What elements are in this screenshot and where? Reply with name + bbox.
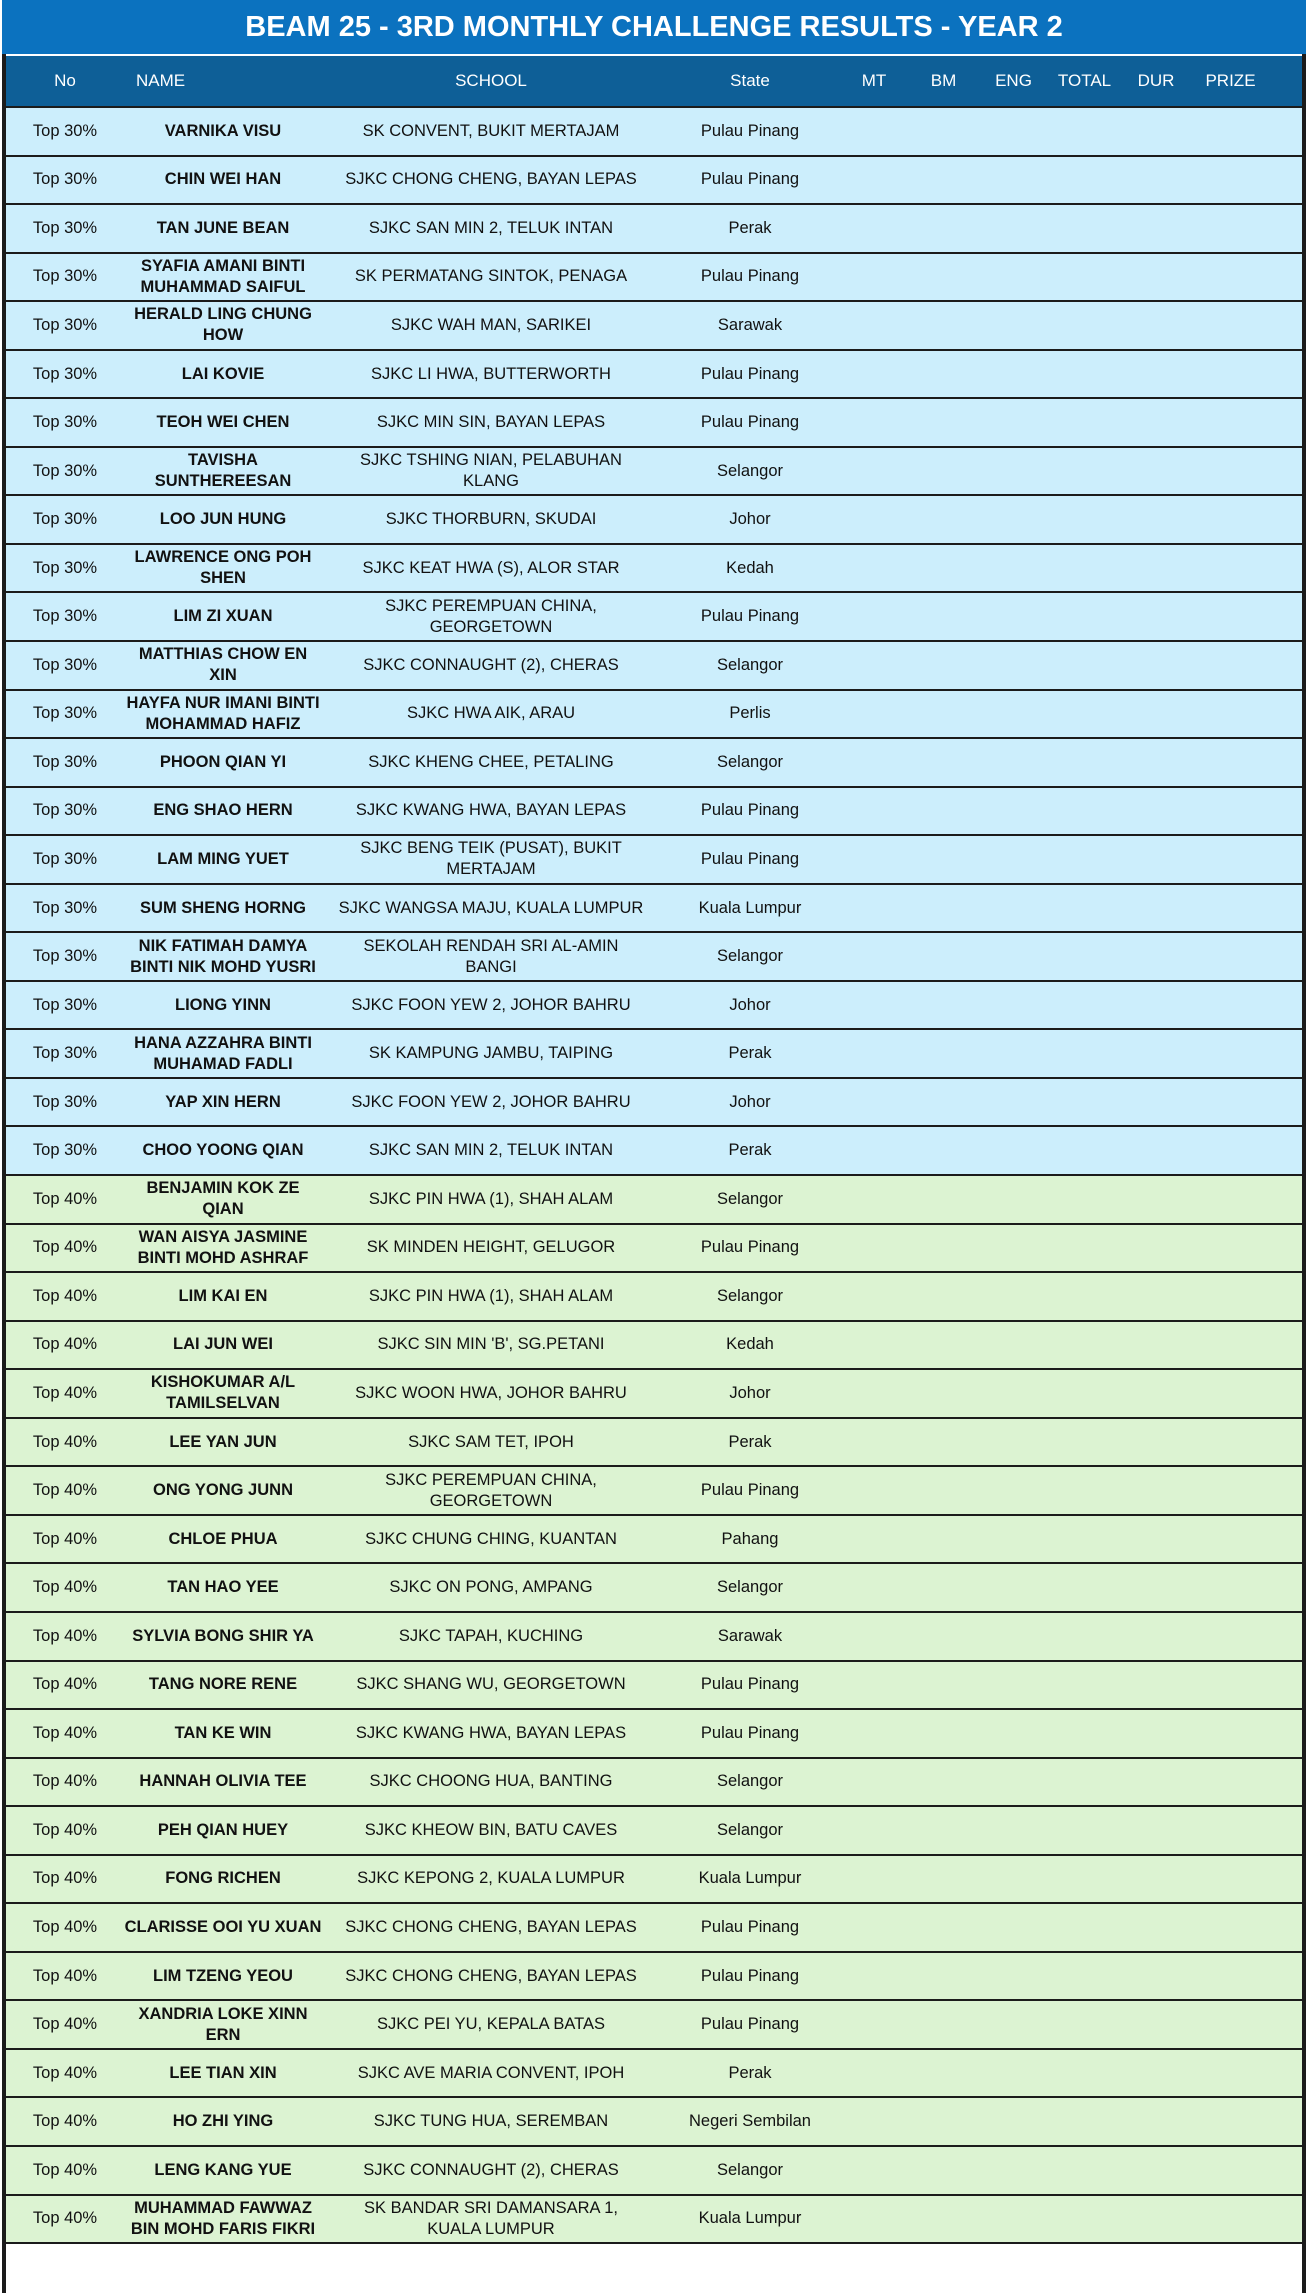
rank-cell: Top 40% xyxy=(32,2112,98,2131)
rank-cell: Top 30% xyxy=(32,801,98,820)
school-cell: SJKC PEREMPUAN CHINA, GEORGETOWN xyxy=(385,596,597,636)
school-cell: SJKC CHOONG HUA, BANTING xyxy=(369,1772,613,1791)
name-cell: LIM TZENG YEOU xyxy=(153,1966,293,1985)
name-cell: LENG KANG YUE xyxy=(154,2160,292,2179)
name-cell: ENG SHAO HERN xyxy=(153,801,293,820)
rank-cell: Top 30% xyxy=(32,849,98,868)
school-cell: SJKC PEI YU, KEPALA BATAS xyxy=(376,2015,606,2034)
name-cell: TANG NORE RENE xyxy=(148,1675,298,1694)
school-cell: SJKC AVE MARIA CONVENT, IPOH xyxy=(357,2063,625,2082)
rank-cell: Top 30% xyxy=(32,315,98,334)
table-row xyxy=(6,593,1302,642)
school-cell: SJKC HWA AIK, ARAU xyxy=(406,704,576,723)
school-cell: SJKC KHEOW BIN, BATU CAVES xyxy=(364,1820,618,1839)
school-cell: SJKC MIN SIN, BAYAN LEPAS xyxy=(376,413,606,432)
state-cell: Pulau Pinang xyxy=(700,1918,800,1936)
state-cell: Johor xyxy=(729,510,771,529)
name-cell: HAYFA NUR IMANI BINTI MOHAMMAD HAFIZ xyxy=(126,693,320,733)
state-cell: Selangor xyxy=(716,2160,784,2179)
name-cell: MUHAMMAD FAWWAZ BIN MOHD FARIS FIKRI xyxy=(130,2198,316,2238)
state-cell: Kedah xyxy=(726,558,774,577)
table-row xyxy=(6,1079,1302,1128)
school-cell: SJKC CHONG CHENG, BAYAN LEPAS xyxy=(345,1918,637,1936)
name-cell: HANNAH OLIVIA TEE xyxy=(139,1772,307,1791)
school-cell: SJKC WOON HWA, JOHOR BAHRU xyxy=(355,1383,627,1402)
rank-cell: Top 40% xyxy=(32,1335,98,1354)
name-cell: TAN KE WIN xyxy=(174,1723,272,1742)
school-cell: SJKC CONNAUGHT (2), CHERAS xyxy=(363,655,619,674)
name-cell: LAI JUN WEI xyxy=(173,1335,273,1354)
name-cell: LEE YAN JUN xyxy=(169,1432,277,1451)
name-cell: HANA AZZAHRA BINTI MUHAMAD FADLI xyxy=(134,1033,312,1073)
rank-cell: Top 30% xyxy=(32,655,98,674)
state-cell: Pulau Pinang xyxy=(700,1723,800,1742)
name-cell: YAP XIN HERN xyxy=(165,1092,281,1111)
school-cell: SJKC KEAT HWA (S), ALOR STAR xyxy=(362,558,620,577)
table-row xyxy=(6,1904,1302,1953)
name-cell: LIONG YINN xyxy=(175,995,271,1014)
state-cell: Pulau Pinang xyxy=(700,849,800,868)
table-right-border xyxy=(1302,54,1306,2293)
state-cell: Selangor xyxy=(716,1286,784,1305)
table-row xyxy=(6,448,1302,497)
table-row xyxy=(6,157,1302,206)
rank-cell: Top 40% xyxy=(32,1481,98,1500)
table-row xyxy=(6,1419,1302,1468)
table-row xyxy=(6,1564,1302,1613)
col-header-total: TOTAL xyxy=(1057,71,1112,90)
state-cell: Johor xyxy=(729,1092,771,1111)
state-cell: Selangor xyxy=(716,752,784,771)
name-cell: HO ZHI YING xyxy=(172,2112,274,2131)
school-cell: SJKC TSHING NIAN, PELABUHAN KLANG xyxy=(360,451,622,491)
school-cell: SJKC PEREMPUAN CHINA, GEORGETOWN xyxy=(385,1470,597,1510)
state-cell: Pulau Pinang xyxy=(700,1675,800,1694)
state-cell: Perak xyxy=(728,2063,772,2082)
table-row xyxy=(6,1759,1302,1808)
col-header-eng: ENG xyxy=(995,71,1032,90)
state-cell: Sarawak xyxy=(717,315,783,334)
rank-cell: Top 30% xyxy=(32,947,98,966)
results-sheet xyxy=(2,0,1306,2244)
table-row xyxy=(6,933,1302,982)
table-row xyxy=(6,399,1302,448)
rank-cell: Top 40% xyxy=(32,2063,98,2082)
school-cell: SJKC FOON YEW 2, JOHOR BAHRU xyxy=(351,995,631,1014)
table-row xyxy=(6,1030,1302,1079)
state-cell: Kuala Lumpur xyxy=(698,898,802,917)
name-cell: PEH QIAN HUEY xyxy=(157,1820,289,1839)
state-cell: Perak xyxy=(728,1432,772,1451)
state-cell: Selangor xyxy=(716,1578,784,1597)
rank-cell: Top 40% xyxy=(32,1432,98,1451)
name-cell: XANDRIA LOKE XINN ERN xyxy=(138,2004,308,2044)
rank-cell: Top 40% xyxy=(32,1675,98,1694)
name-cell: MATTHIAS CHOW EN XIN xyxy=(138,645,308,685)
col-header-name: NAME xyxy=(136,71,186,90)
table-left-border xyxy=(2,54,6,2293)
state-cell: Pulau Pinang xyxy=(700,267,800,286)
table-row xyxy=(6,1710,1302,1759)
table-row xyxy=(6,739,1302,788)
school-cell: SJKC TUNG HUA, SEREMBAN xyxy=(373,2112,609,2131)
col-header-dur: DUR xyxy=(1137,71,1175,90)
table-row xyxy=(6,1807,1302,1856)
state-cell: Kuala Lumpur xyxy=(698,2209,802,2228)
table-row xyxy=(6,2098,1302,2147)
table-row xyxy=(6,302,1302,351)
col-header-no: No xyxy=(54,71,76,90)
name-cell: FONG RICHEN xyxy=(165,1869,281,1888)
state-cell: Johor xyxy=(729,995,771,1014)
rank-cell: Top 40% xyxy=(32,1238,98,1257)
name-cell: LOO JUN HUNG xyxy=(159,510,287,529)
school-cell: SK MINDEN HEIGHT, GELUGOR xyxy=(366,1238,616,1257)
table-row xyxy=(6,691,1302,740)
table-row xyxy=(6,1613,1302,1662)
state-cell: Pulau Pinang xyxy=(700,121,800,140)
school-cell: SJKC BENG TEIK (PUSAT), BUKIT MERTAJAM xyxy=(360,839,622,879)
school-cell: SK KAMPUNG JAMBU, TAIPING xyxy=(368,1044,614,1063)
state-cell: Pulau Pinang xyxy=(700,607,800,626)
rank-cell: Top 40% xyxy=(32,1578,98,1597)
state-cell: Selangor xyxy=(716,1820,784,1839)
name-cell: TAVISHA SUNTHEREESAN xyxy=(154,451,292,491)
table-row xyxy=(6,351,1302,400)
name-cell: ONG YONG JUNN xyxy=(153,1481,293,1500)
name-cell: LIM ZI XUAN xyxy=(173,607,273,626)
rank-cell: Top 40% xyxy=(32,1626,98,1645)
school-cell: SJKC TAPAH, KUCHING xyxy=(398,1626,584,1645)
rank-cell: Top 40% xyxy=(32,1918,98,1936)
rank-cell: Top 40% xyxy=(32,1189,98,1208)
table-row xyxy=(6,1953,1302,2002)
school-cell: SJKC SAN MIN 2, TELUK INTAN xyxy=(368,218,614,237)
state-cell: Selangor xyxy=(716,1189,784,1208)
rank-cell: Top 30% xyxy=(32,898,98,917)
rank-cell: Top 40% xyxy=(32,1723,98,1742)
name-cell: LIM KAI EN xyxy=(178,1286,268,1305)
school-cell: SJKC WAH MAN, SARIKEI xyxy=(390,315,592,334)
school-cell: SJKC SAM TET, IPOH xyxy=(408,1432,574,1451)
rank-cell: Top 40% xyxy=(32,1966,98,1985)
table-row xyxy=(6,982,1302,1031)
rank-cell: Top 30% xyxy=(32,267,98,286)
state-cell: Selangor xyxy=(716,461,784,480)
school-cell: SJKC KWANG HWA, BAYAN LEPAS xyxy=(355,1723,627,1742)
state-cell: Pulau Pinang xyxy=(700,801,800,820)
school-cell: SEKOLAH RENDAH SRI AL-AMIN BANGI xyxy=(363,936,619,976)
table-row xyxy=(6,205,1302,254)
rank-cell: Top 30% xyxy=(32,364,98,383)
table-row xyxy=(6,1662,1302,1711)
state-cell: Kedah xyxy=(726,1335,774,1354)
table-row xyxy=(6,2147,1302,2196)
name-cell: WAN AISYA JASMINE BINTI MOHD ASHRAF xyxy=(137,1227,309,1267)
state-cell: Perak xyxy=(728,1044,772,1063)
state-cell: Pahang xyxy=(721,1529,779,1548)
table-row xyxy=(6,1127,1302,1176)
table-row xyxy=(6,2050,1302,2099)
school-cell: SK BANDAR SRI DAMANSARA 1, KUALA LUMPUR xyxy=(364,2198,618,2238)
name-cell: PHOON QIAN YI xyxy=(159,752,287,771)
school-cell: SJKC KWANG HWA, BAYAN LEPAS xyxy=(355,801,627,820)
name-cell: CHIN WEI HAN xyxy=(164,170,282,189)
name-cell: NIK FATIMAH DAMYA BINTI NIK MOHD YUSRI xyxy=(130,936,316,976)
state-cell: Sarawak xyxy=(717,1626,783,1645)
state-cell: Perak xyxy=(728,1141,772,1160)
rank-cell: Top 40% xyxy=(32,2160,98,2179)
table-row xyxy=(6,254,1302,303)
school-cell: SJKC WANGSA MAJU, KUALA LUMPUR xyxy=(338,898,644,917)
school-cell: SJKC SIN MIN 'B', SG.PETANI xyxy=(377,1335,605,1354)
school-cell: SJKC THORBURN, SKUDAI xyxy=(385,510,597,529)
rank-cell: Top 40% xyxy=(32,2209,98,2228)
table-row xyxy=(6,1322,1302,1371)
rank-cell: Top 30% xyxy=(32,1092,98,1111)
school-cell: SJKC CHONG CHENG, BAYAN LEPAS xyxy=(345,170,637,189)
school-cell: SJKC LI HWA, BUTTERWORTH xyxy=(371,364,611,383)
school-cell: SJKC KEPONG 2, KUALA LUMPUR xyxy=(357,1869,625,1888)
state-cell: Pulau Pinang xyxy=(700,2015,800,2034)
name-cell: LAWRENCE ONG POH SHEN xyxy=(134,548,312,588)
school-cell: SJKC KHENG CHEE, PETALING xyxy=(368,752,614,771)
table-row xyxy=(6,1370,1302,1419)
table-row xyxy=(6,885,1302,934)
table-row xyxy=(6,1856,1302,1905)
table-row xyxy=(6,545,1302,594)
name-cell: HERALD LING CHUNG HOW xyxy=(134,305,312,345)
table-row xyxy=(6,108,1302,157)
table-row xyxy=(6,2196,1302,2245)
rank-cell: Top 40% xyxy=(32,1869,98,1888)
rank-cell: Top 40% xyxy=(32,1383,98,1402)
rank-cell: Top 30% xyxy=(32,704,98,723)
table-row xyxy=(6,1273,1302,1322)
name-cell: TAN JUNE BEAN xyxy=(156,218,290,237)
rank-cell: Top 30% xyxy=(32,607,98,626)
state-cell: Pulau Pinang xyxy=(700,413,800,432)
state-cell: Negeri Sembilan xyxy=(689,2112,811,2131)
rank-cell: Top 40% xyxy=(32,2015,98,2034)
col-header-bm: BM xyxy=(930,71,957,90)
rank-cell: Top 40% xyxy=(32,1820,98,1839)
rank-cell: Top 30% xyxy=(32,413,98,432)
rank-cell: Top 30% xyxy=(32,558,98,577)
school-cell: SJKC SAN MIN 2, TELUK INTAN xyxy=(368,1141,614,1160)
state-cell: Selangor xyxy=(716,947,784,966)
table-header xyxy=(6,56,1302,108)
school-cell: SK CONVENT, BUKIT MERTAJAM xyxy=(362,121,620,140)
name-cell: TAN HAO YEE xyxy=(167,1578,279,1597)
rank-cell: Top 40% xyxy=(32,1286,98,1305)
name-cell: SYAFIA AMANI BINTI MUHAMMAD SAIFUL xyxy=(140,256,306,296)
col-header-state: State xyxy=(730,71,770,90)
name-cell: KISHOKUMAR A/L TAMILSELVAN xyxy=(150,1373,296,1413)
school-cell: SJKC ON PONG, AMPANG xyxy=(389,1578,593,1597)
name-cell: TEOH WEI CHEN xyxy=(156,413,290,432)
table-row xyxy=(6,496,1302,545)
rank-cell: Top 30% xyxy=(32,121,98,140)
col-header-prize: PRIZE xyxy=(1205,71,1256,90)
table-row xyxy=(6,1176,1302,1225)
state-cell: Perlis xyxy=(729,704,771,723)
state-cell: Pulau Pinang xyxy=(700,1481,800,1500)
col-header-school: SCHOOL xyxy=(455,71,527,90)
results-table-body xyxy=(6,108,1302,2244)
rank-cell: Top 40% xyxy=(32,1529,98,1548)
state-cell: Kuala Lumpur xyxy=(698,1869,802,1888)
state-cell: Selangor xyxy=(716,655,784,674)
name-cell: LEE TIAN XIN xyxy=(169,2063,277,2082)
school-cell: SJKC PIN HWA (1), SHAH ALAM xyxy=(368,1286,614,1305)
state-cell: Pulau Pinang xyxy=(700,1966,800,1985)
state-cell: Selangor xyxy=(716,1772,784,1791)
name-cell: SUM SHENG HORNG xyxy=(140,898,306,917)
table-row xyxy=(6,836,1302,885)
table-row xyxy=(6,1467,1302,1516)
school-cell: SK PERMATANG SINTOK, PENAGA xyxy=(354,267,628,286)
rank-cell: Top 40% xyxy=(32,1772,98,1791)
name-cell: CHOO YOONG QIAN xyxy=(142,1141,304,1160)
state-cell: Pulau Pinang xyxy=(700,364,800,383)
rank-cell: Top 30% xyxy=(32,752,98,771)
school-cell: SJKC CONNAUGHT (2), CHERAS xyxy=(363,2160,619,2179)
page-title: BEAM 25 - 3RD MONTHLY CHALLENGE RESULTS - YEAR 2 xyxy=(2,0,1306,56)
rank-cell: Top 30% xyxy=(32,218,98,237)
state-cell: Pulau Pinang xyxy=(700,1238,800,1257)
school-cell: SJKC PIN HWA (1), SHAH ALAM xyxy=(368,1189,614,1208)
name-cell: VARNIKA VISU xyxy=(164,121,282,140)
col-header-mt: MT xyxy=(861,71,887,90)
name-cell: BENJAMIN KOK ZE QIAN xyxy=(146,1179,300,1219)
table-row xyxy=(6,2001,1302,2050)
rank-cell: Top 30% xyxy=(32,1044,98,1063)
state-cell: Johor xyxy=(729,1383,771,1402)
state-cell: Perak xyxy=(728,218,772,237)
rank-cell: Top 30% xyxy=(32,510,98,529)
rank-cell: Top 30% xyxy=(32,1141,98,1160)
table-row xyxy=(6,1516,1302,1565)
table-row xyxy=(6,1225,1302,1274)
name-cell: CHLOE PHUA xyxy=(168,1529,278,1548)
state-cell: Pulau Pinang xyxy=(700,170,800,189)
table-row xyxy=(6,788,1302,837)
rank-cell: Top 30% xyxy=(32,461,98,480)
name-cell: CLARISSE OOI YU XUAN xyxy=(124,1918,322,1936)
school-cell: SJKC CHUNG CHING, KUANTAN xyxy=(365,1529,617,1548)
school-cell: SJKC SHANG WU, GEORGETOWN xyxy=(356,1675,626,1694)
table-row xyxy=(6,642,1302,691)
name-cell: LAM MING YUET xyxy=(157,849,289,868)
name-cell: LAI KOVIE xyxy=(181,364,265,383)
school-cell: SJKC FOON YEW 2, JOHOR BAHRU xyxy=(351,1092,631,1111)
name-cell: SYLVIA BONG SHIR YA xyxy=(132,1626,314,1645)
rank-cell: Top 30% xyxy=(32,995,98,1014)
school-cell: SJKC CHONG CHENG, BAYAN LEPAS xyxy=(345,1966,637,1985)
rank-cell: Top 30% xyxy=(32,170,98,189)
